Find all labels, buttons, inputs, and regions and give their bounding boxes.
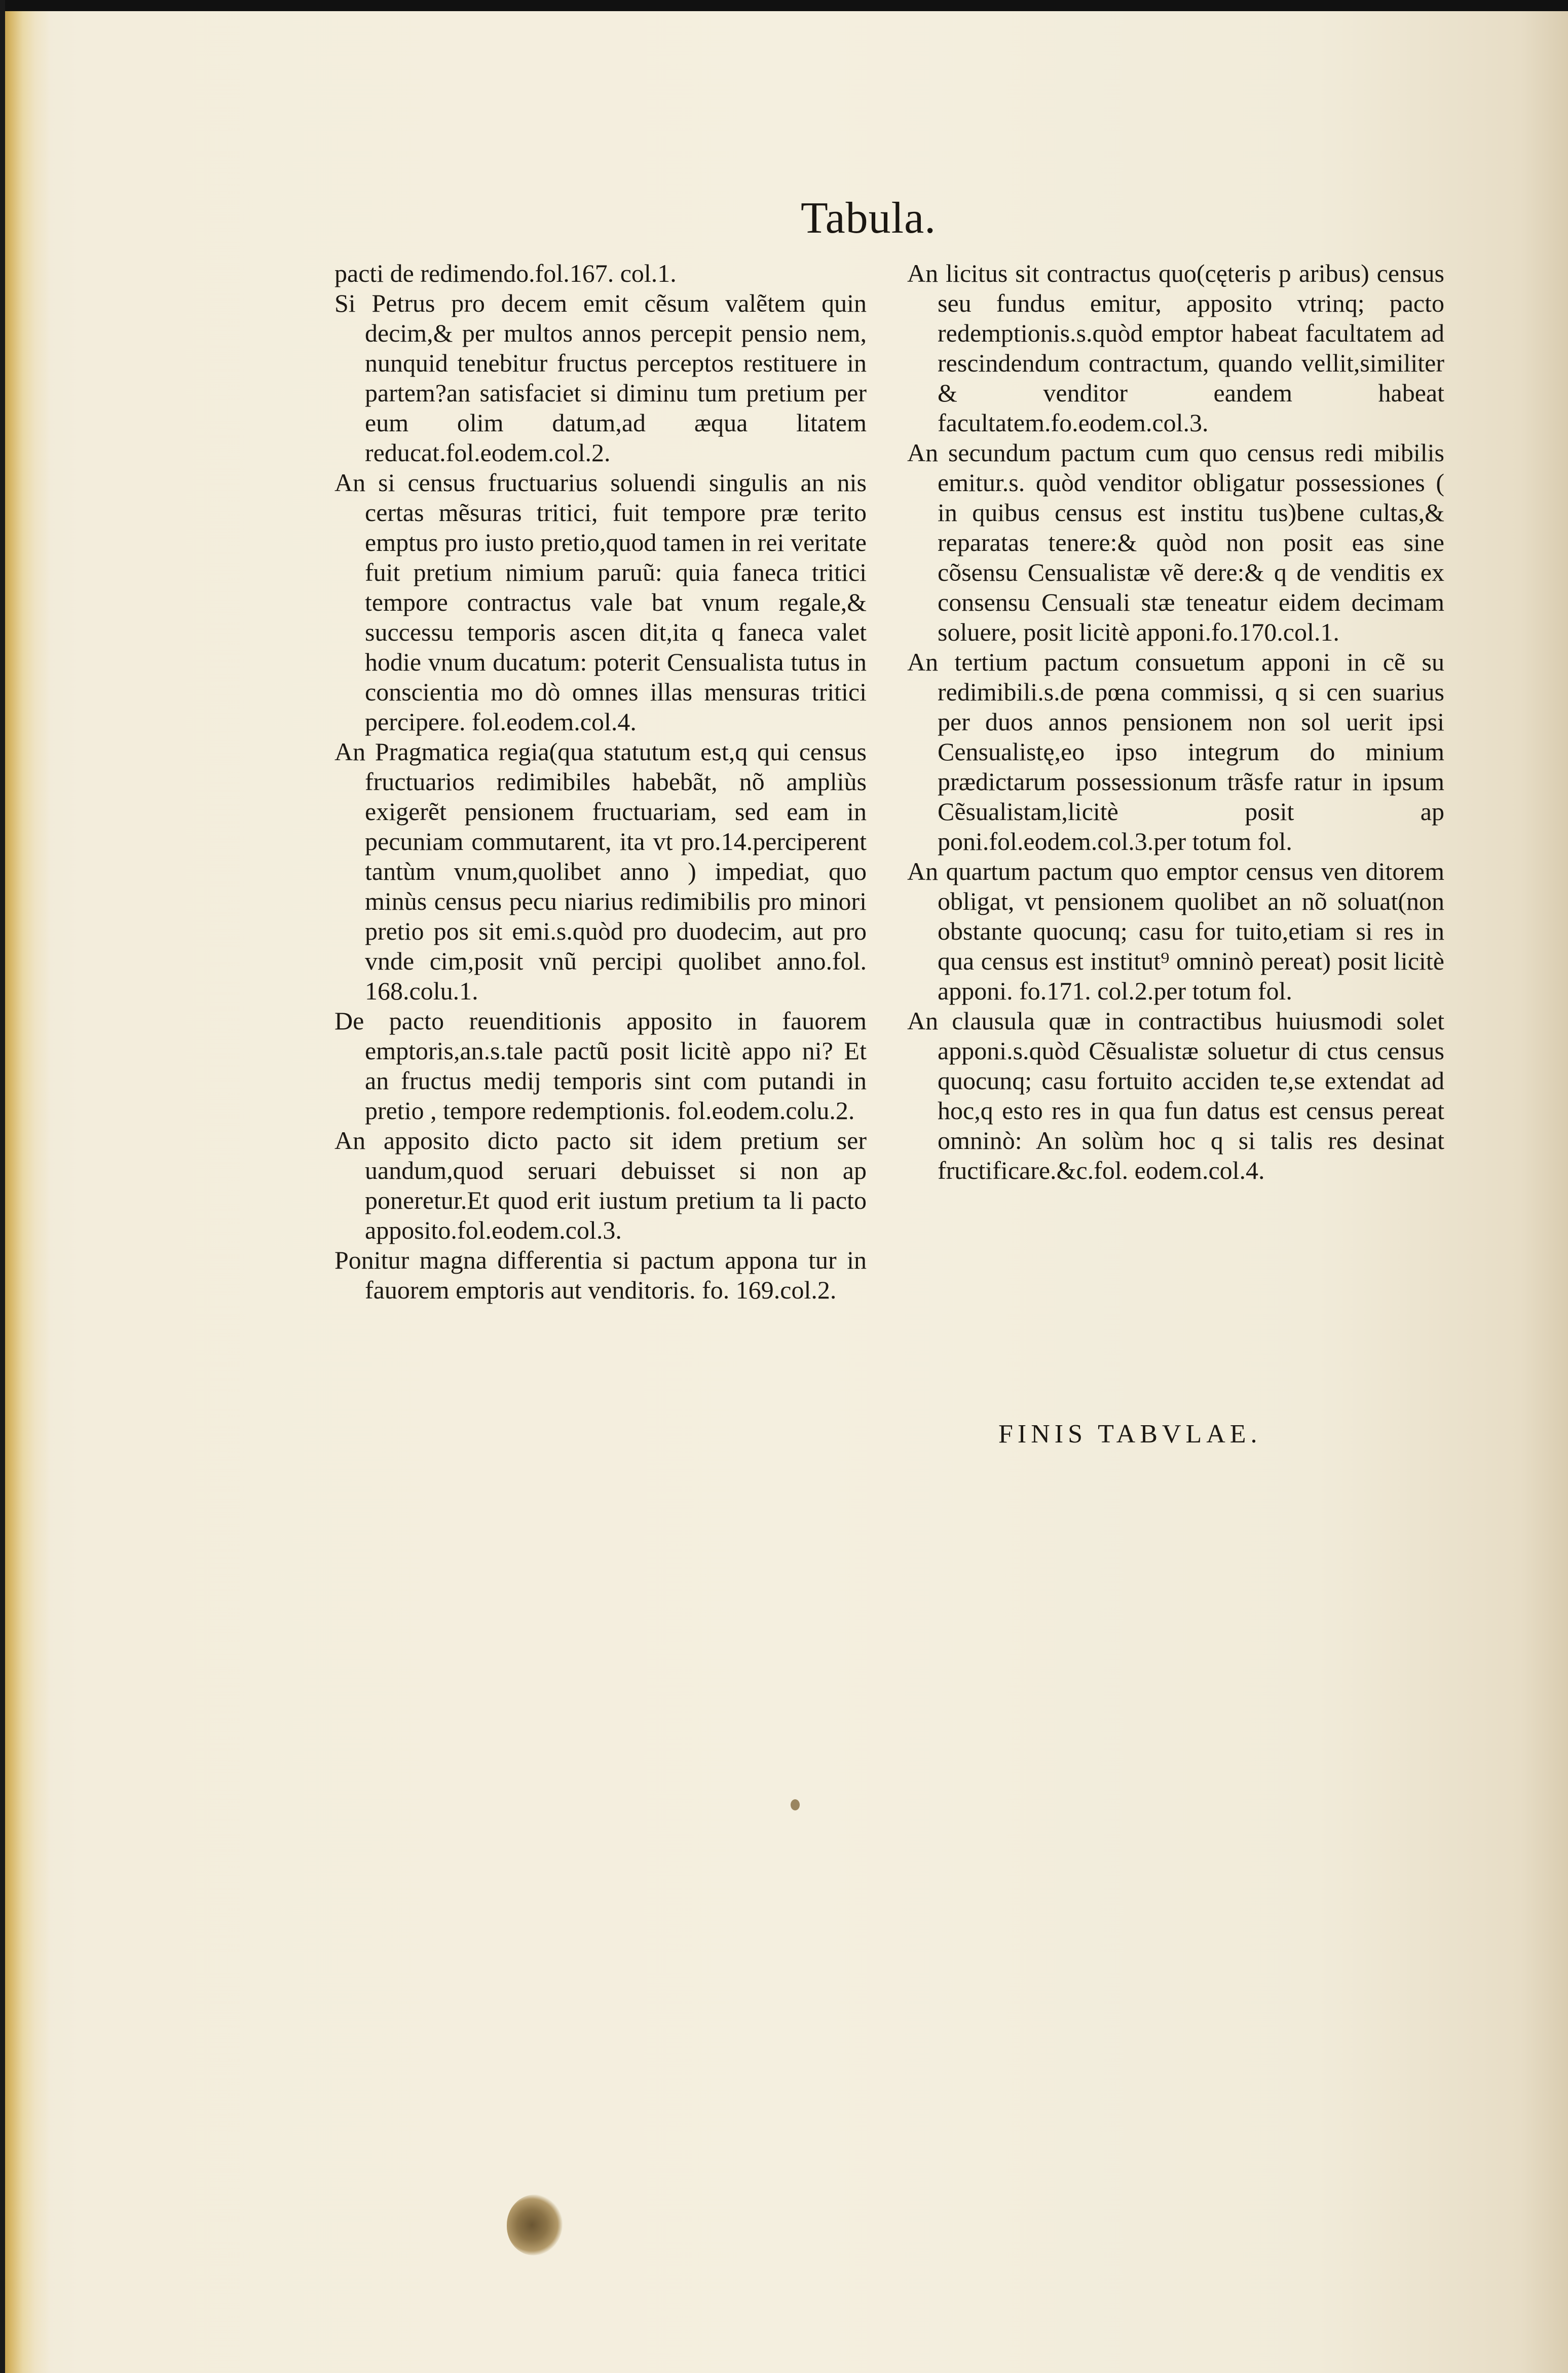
paper-stain — [507, 2195, 563, 2255]
index-entry: An tertium pactum consuetum apponi in cẽ su redimibili.s.de pœna commissi, q si cen suarius per duos annos pensionem non sol uerit ipsi Censualistę,eo ipso integrum do minium prædictarum possessionum trãsfe ratur in ipsum Cẽsualistam,licitè posit ap poni.fol.eodem.col.3.per totum fol. — [907, 648, 1444, 856]
index-entry: An clausula quæ in contractibus huiusmodi solet apponi.s.quòd Cẽsualistæ soluetur di ctus census quocunq; casu fortuito acciden te,se extendat ad hoc,q esto res in qua fun datus est census pereat omninò: An solùm hoc q si talis res desinat fructificare.&c.fol. eodem.col.4. — [907, 1007, 1444, 1184]
index-entry: An secundum pactum cum quo census redi mibilis emitur.s. quòd venditor obligatur possessiones ( in quibus census est institu tus)bene cultas,& reparatas tenere:& quòd non posit eas sine cõsensu Censualistæ vẽ dere:& q de venditis ex consensu Censuali stæ teneatur eidem decimam soluere, posit licitè apponi.fo.170.col.1. — [907, 438, 1444, 646]
index-entry: An licitus sit contractus quo(cęteris p aribus) census seu fundus emitur, apposito vtrinq; pacto redemptionis.s.quòd emptor habeat facultatem ad rescindendum contractum, quando vellit,similiter & venditor eandem habeat facultatem.fo.eodem.col.3. — [907, 259, 1444, 437]
running-head: Tabula. — [801, 194, 937, 243]
ink-spot — [791, 1799, 800, 1810]
scan-border-left — [0, 0, 5, 2373]
index-entry: An quartum pactum quo emptor census ven ditorem obligat, vt pensionem quolibet an nõ soluat(non obstante quocunq; casu for tuito,etiam si res in qua census est institut⁹ omninò pereat) posit licitè apponi. fo.171. col.2.per totum fol. — [907, 857, 1444, 1005]
index-entry: An si census fructuarius soluendi singulis an nis certas mẽsuras tritici, fuit tempore præ terito emptus pro iusto pretio,quod tamen in rei veritate fuit pretium nimium paruũ: quia faneca tritici tempore contractus vale bat vnum regale,& successu temporis ascen dit,ita q faneca valet hodie vnum ducatum: poterit Censualista tutus in conscientia mo dò omnes illas mensuras tritici percipere. fol.eodem.col.4. — [334, 468, 867, 736]
index-entry: pacti de redimendo.fol.167. col.1. — [334, 259, 677, 287]
index-entry: An Pragmatica regia(qua statutum est,q qui census fructuarios redimibiles habebãt, nõ ampliùs exigerẽt pensionem fructuariam, sed eam in pecuniam commutarent, ita vt pro.14.perciperent tantùm vnum,quolibet anno ) impediat, quo minùs census pecu niarius redimibilis pro minori pretio pos sit emi.s.quòd pro duodecim, aut pro vnde cim,posit vnũ percipi quolibet anno.fol. 168.colu.1. — [334, 737, 867, 1005]
finis-tabulae: FINIS TABVLAE. — [998, 1420, 1262, 1449]
index-entry: Ponitur magna differentia si pactum appona tur in fauorem emptoris aut venditoris. fo. 169.col.2. — [334, 1246, 867, 1304]
show-through-text — [912, 1227, 1470, 1936]
index-column-left — [334, 258, 867, 1305]
scan-border-top — [0, 0, 1568, 11]
index-entry: An apposito dicto pacto sit idem pretium ser uandum,quod seruari debuisset si non ap poneretur.Et quod erit iustum pretium ta li pacto apposito.fol.eodem.col.3. — [334, 1126, 867, 1244]
index-entry: De pacto reuenditionis apposito in fauorem emptoris,an.s.tale pactũ posit licitè appo ni? Et an fructus medij temporis sint com putandi in pretio , tempore redemptionis. fol.eodem.colu.2. — [334, 1007, 867, 1125]
page-gutter — [0, 0, 51, 2373]
index-column-right — [907, 258, 1444, 1185]
index-entry: Si Petrus pro decem emit cẽsum valẽtem quin decim,& per multos annos percepit pensio nem, nunquid tenebitur fructus perceptos restituere in partem?an satisfaciet si diminu tum pretium per eum olim datum,ad æqua litatem reducat.fol.eodem.col.2. — [334, 289, 867, 467]
